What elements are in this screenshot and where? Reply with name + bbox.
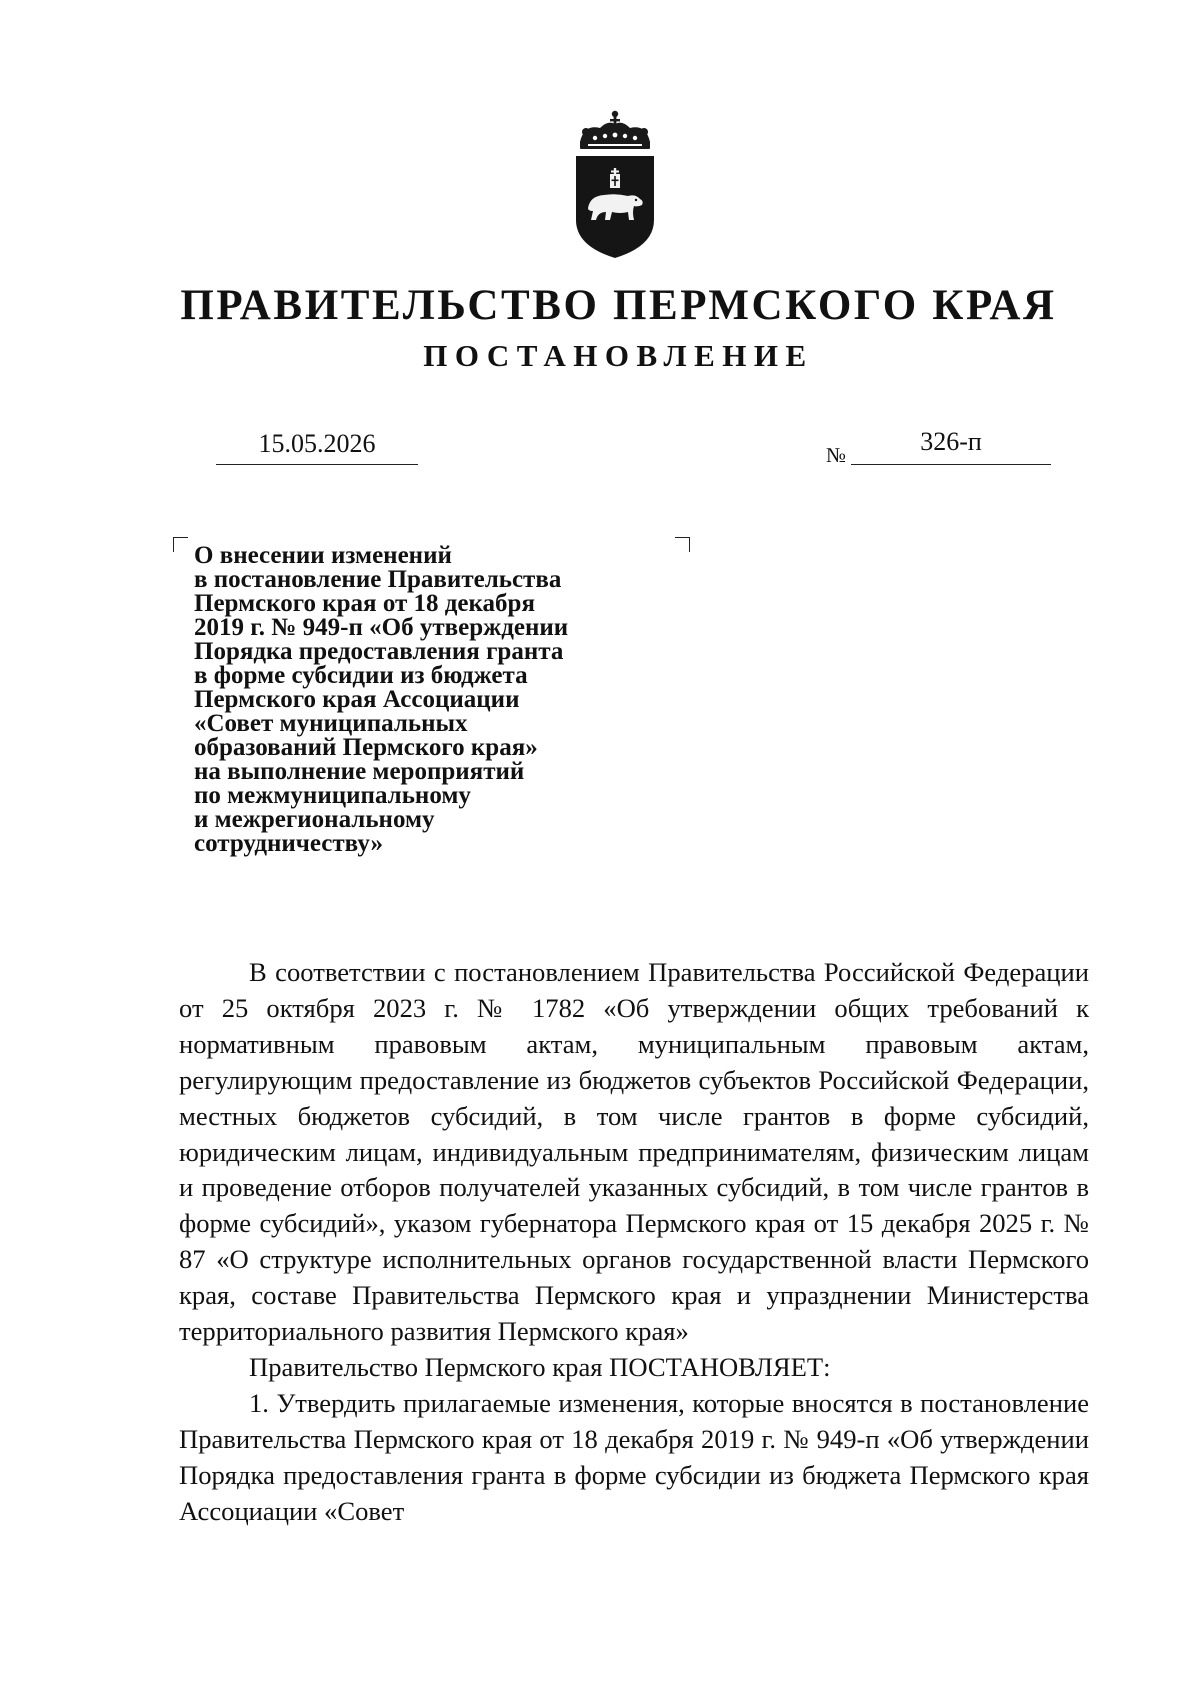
document-date: 15.05.2026	[216, 426, 418, 465]
perm-krai-coat-of-arms-icon	[570, 108, 660, 260]
document-type-heading: ПОСТАНОВЛЕНИЕ	[423, 338, 814, 373]
subject-line: в постановление Правительства	[194, 566, 562, 593]
subject-line: Пермского края от 18 декабря	[194, 590, 535, 617]
subject-line: Порядка предоставления гранта	[194, 638, 564, 665]
document-body	[179, 955, 1089, 1530]
number-sign: №	[826, 443, 847, 467]
subject-right-bracket	[675, 537, 690, 552]
document-subject	[194, 544, 674, 856]
subject-line: в форме субсидии из бюджета	[194, 662, 528, 689]
subject-line: по межмуниципальному	[194, 782, 471, 809]
resolves-paragraph: Правительство Пермского края ПОСТАНОВЛЯЕТ:	[249, 1351, 831, 1382]
subject-line: образований Пермского края»	[194, 734, 538, 761]
subject-line: «Совет муниципальных	[194, 710, 468, 737]
document-number: 326-п	[851, 424, 1051, 465]
subject-line: и межрегиональному	[194, 806, 435, 833]
item-1-paragraph: 1. Утвердить прилагаемые изменения, которые вносятся в постановление Правительства Пермского края от 18 декабря 2019 г. № 949-п «Об утверждении Порядка предоставления гранта в форме субсидии из бюджета Пермского края Ассоциации «Совет	[179, 1387, 1089, 1526]
organization-title: ПРАВИТЕЛЬСТВО ПЕРМСКОГО КРАЯ	[180, 282, 1057, 329]
subject-line: О внесении изменений	[194, 542, 452, 569]
subject-line: Пермского края Ассоциации	[194, 686, 520, 713]
subject-line: сотрудничеству»	[194, 830, 383, 857]
subject-left-bracket	[173, 537, 188, 552]
preamble-paragraph: В соответствии с постановлением Правительства Российской Федерации от 25 октября 2023 г. № 1782 «Об утверждении общих требований к нормативным правовым актам, муниципальным правовым актам, регулирующим предоставление из бюджетов субъектов Российской Федерации, местных бюджетов субсидий, в том числе грантов в форме субсидий, юридическим лицам, индивидуальным предпринимателям, физическим лицам и проведение отборов получателей указанных субсидий, в том числе грантов в форме субсидий», указом губернатора Пермского края от 15 декабря 2025 г. № 87 «О структуре исполнительных органов государственной власти Пермского края, составе Правительства Пермского края и упразднении Министерства территориального развития Пермского края»	[179, 957, 1089, 1347]
subject-line: на выполнение мероприятий	[194, 758, 525, 785]
subject-line: 2019 г. № 949-п «Об утверждении	[194, 614, 569, 641]
